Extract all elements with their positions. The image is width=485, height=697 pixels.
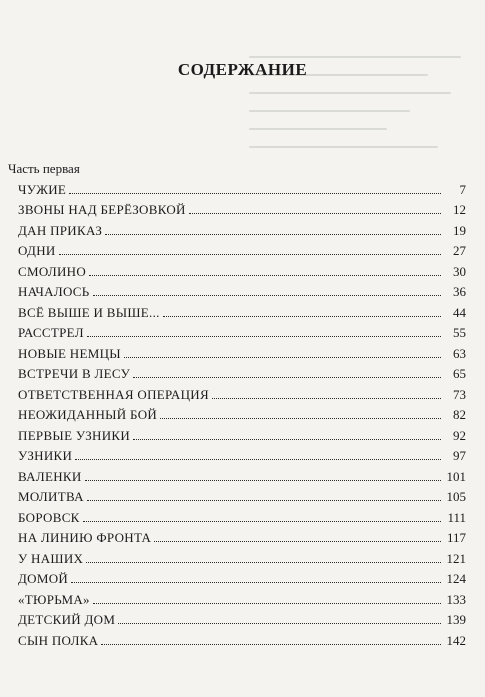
toc-entry-title: ЧУЖИЕ [18, 181, 67, 197]
toc-entry-title: ВСЁ ВЫШЕ И ВЫШЕ... [18, 304, 160, 320]
toc-entry [18, 361, 466, 382]
toc-entry-title: ПЕРВЫЕ УЗНИКИ [18, 427, 131, 443]
toc-entry-page: 142 [446, 632, 466, 648]
toc-entry [18, 381, 466, 402]
toc-entry [18, 504, 466, 525]
toc-entry [18, 279, 466, 300]
dot-leader [93, 603, 441, 604]
toc-entry [18, 627, 466, 648]
toc-entry-page: 82 [453, 407, 466, 422]
dot-leader [85, 480, 441, 481]
toc-entry-page: 55 [453, 325, 466, 340]
toc-entry [18, 238, 466, 259]
dot-leader [212, 398, 441, 399]
toc-entry-page: 36 [453, 284, 466, 299]
toc-entry-page: 133 [446, 591, 466, 607]
toc-entry-page: 65 [453, 366, 466, 381]
toc-entry-title: МОЛИТВА [18, 489, 84, 504]
dot-leader [71, 582, 441, 583]
toc-entry-title: «ТЮРЬМА» [18, 591, 90, 607]
toc-entry-page: 101 [446, 468, 466, 484]
toc-entry-page: 121 [446, 550, 466, 566]
toc-entry-title: ВСТРЕЧИ В ЛЕСУ [18, 366, 131, 381]
toc-entry-title: НЕОЖИДАННЫЙ БОЙ [18, 407, 158, 422]
toc-entry [18, 320, 466, 341]
toc-entry [18, 299, 466, 320]
toc-entry-page: 19 [453, 222, 466, 238]
toc-entry [18, 197, 466, 218]
toc-entry-title: СЫН ПОЛКА [18, 632, 99, 648]
dot-leader [118, 623, 441, 624]
dot-leader [154, 541, 441, 542]
dot-leader [59, 254, 441, 255]
toc-entry-title: ДЕТСКИЙ ДОМ [18, 612, 116, 627]
toc-entry-title: У НАШИХ [18, 550, 84, 566]
toc-entry-title: ЗВОНЫ НАД БЕРЁЗОВКОЙ [18, 202, 186, 217]
toc-entry-page: 63 [453, 345, 466, 361]
toc-entry [18, 545, 466, 566]
toc-entry [18, 340, 466, 361]
toc-entry-page: 117 [446, 530, 466, 545]
toc-entry [18, 586, 466, 607]
table-of-contents [18, 176, 466, 648]
dot-leader [87, 336, 441, 337]
dot-leader [133, 439, 441, 440]
toc-entry [18, 566, 466, 587]
dot-leader [124, 357, 441, 358]
dot-leader [75, 459, 441, 460]
toc-entry [18, 463, 466, 484]
toc-entry-title: СМОЛИНО [18, 263, 87, 279]
toc-entry-title: ОДНИ [18, 243, 56, 258]
dot-leader [101, 644, 441, 645]
toc-entry-page: 97 [453, 448, 466, 463]
toc-entry [18, 402, 466, 423]
dot-leader [160, 418, 441, 419]
toc-entry-page: 73 [453, 386, 466, 402]
toc-entry-title: ДОМОЙ [18, 571, 69, 586]
toc-entry-title: ОТВЕТСТВЕННАЯ ОПЕРАЦИЯ [18, 386, 209, 402]
toc-entry [18, 176, 466, 197]
page-title: СОДЕРЖАНИЕ [177, 60, 308, 79]
dot-leader [105, 234, 441, 235]
toc-entry-page: 139 [446, 612, 466, 627]
toc-entry-page: 44 [453, 304, 466, 320]
toc-entry-page: 12 [453, 202, 466, 217]
part-title: Часть первая [8, 161, 80, 176]
dot-leader [89, 275, 441, 276]
dot-leader [189, 213, 441, 214]
dot-leader [163, 316, 441, 317]
toc-entry-title: УЗНИКИ [18, 448, 73, 463]
toc-entry-page: 111 [447, 509, 466, 525]
toc-entry [18, 443, 466, 464]
dot-leader [86, 562, 441, 563]
toc-entry [18, 607, 466, 628]
toc-entry-page: 92 [453, 427, 466, 443]
toc-entry-page: 105 [446, 489, 466, 504]
toc-entry-title: НАЧАЛОСЬ [18, 284, 90, 299]
toc-entry-title: БОРОВСК [18, 509, 80, 525]
toc-entry-page: 124 [446, 571, 466, 586]
toc-entry [18, 525, 466, 546]
toc-entry-title: РАССТРЕЛ [18, 325, 84, 340]
toc-entry-title: НА ЛИНИЮ ФРОНТА [18, 530, 152, 545]
dot-leader [83, 521, 441, 522]
dot-leader [93, 295, 441, 296]
toc-entry [18, 258, 466, 279]
toc-entry-page: 7 [459, 181, 466, 197]
dot-leader [133, 377, 441, 378]
dot-leader [87, 500, 441, 501]
toc-entry [18, 217, 466, 238]
toc-entry-title: НОВЫЕ НЕМЦЫ [18, 345, 121, 361]
dot-leader [69, 193, 441, 194]
toc-entry [18, 422, 466, 443]
toc-entry-page: 27 [453, 243, 466, 258]
toc-entry-title: ДАН ПРИКАЗ [18, 222, 103, 238]
toc-entry-title: ВАЛЕНКИ [18, 468, 82, 484]
toc-entry-page: 30 [453, 263, 466, 279]
toc-entry [18, 484, 466, 505]
